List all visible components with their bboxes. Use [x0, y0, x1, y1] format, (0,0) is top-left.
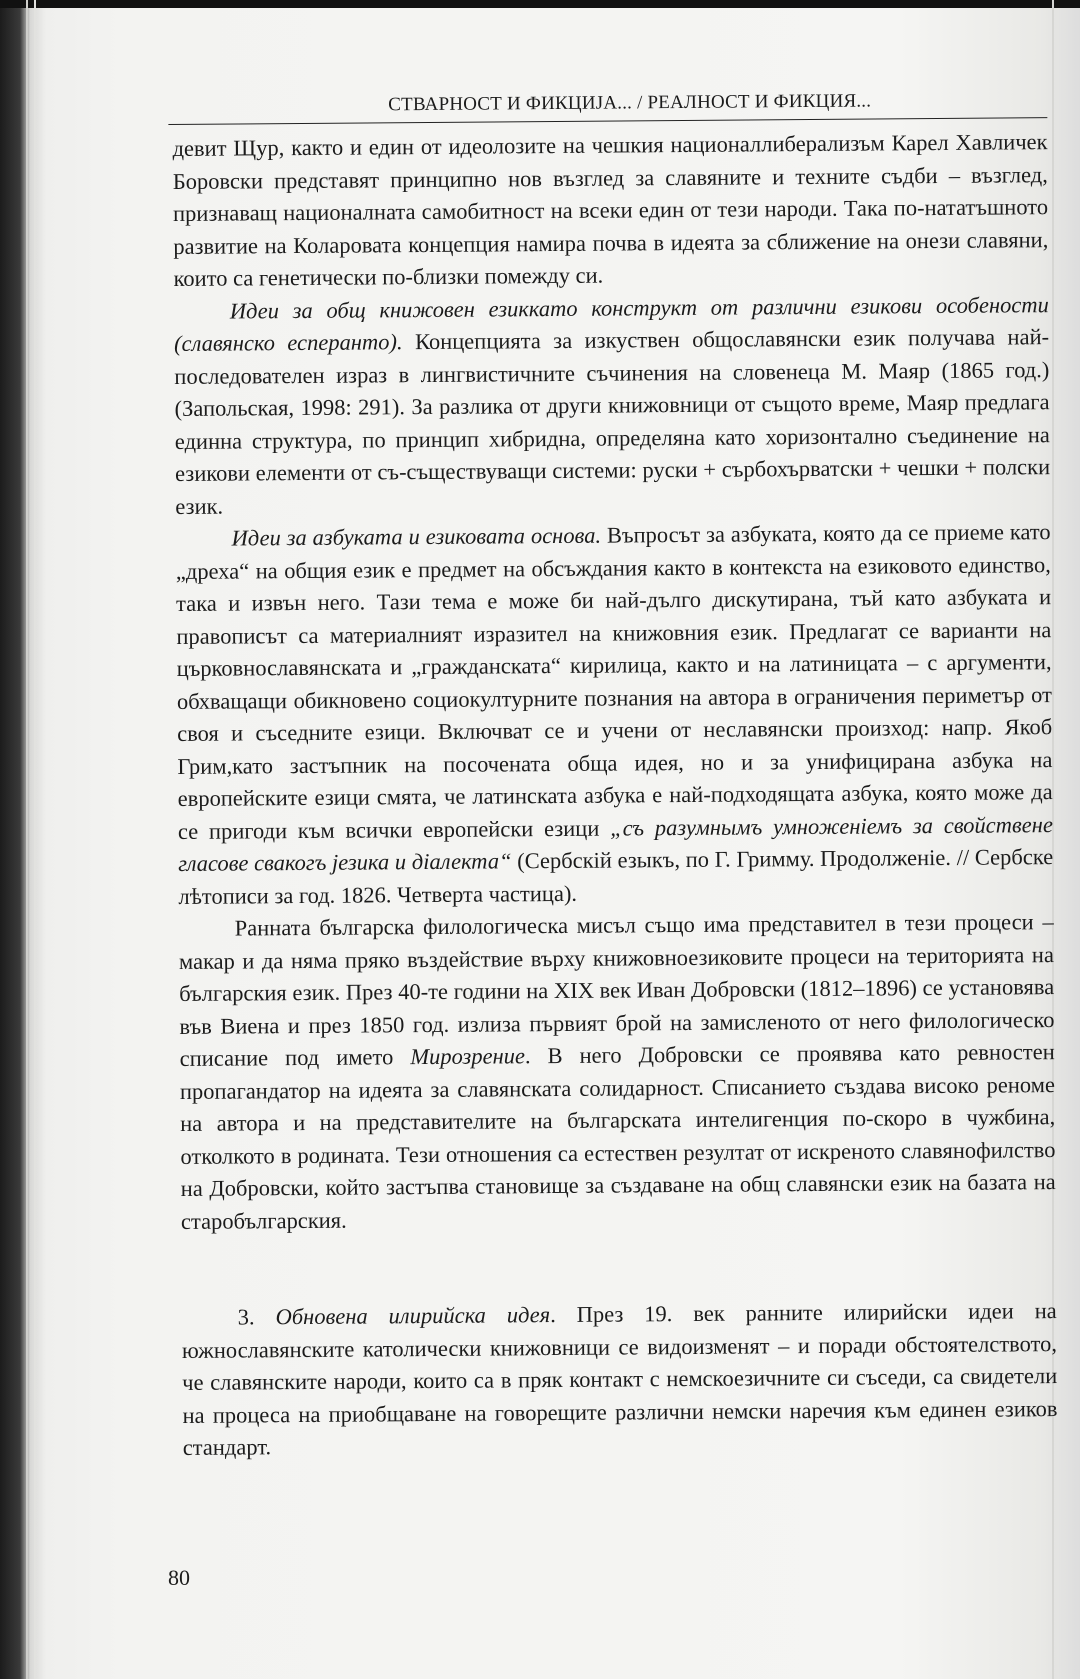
- quotation: „съ разумнымъ умноженiемъ за свойствене гласове свакогъ језика и дiалекта“: [178, 811, 1053, 876]
- paragraph: [175, 516, 1053, 913]
- body-text: [172, 126, 1057, 1464]
- book-page-edge: [26, 0, 28, 1679]
- section-spacer: [181, 1231, 1056, 1302]
- paragraph-text: Ранната българска филологическа мисъл също има представител в тези процеси – макар и да няма пряко въздействие върху книжовноезиковите процеси на територията на българския език. През 40-те години на XIX век Иван Добровски (1812–1896) се установява във Виена и през 1850 год. излиза първият брой на замисленото от него филологическо списание под името: [178, 909, 1055, 1071]
- section-heading-italic: Идеи за азбуката и езиковата основа.: [231, 522, 602, 551]
- section-heading-italic: Обновена илирийска идея: [275, 1302, 551, 1330]
- section-heading-italic: Идеи за общ книжовен езиккато конструкт от различни езикови особености (славянско есперанто).: [173, 291, 1049, 356]
- book-page: [172, 71, 1058, 1464]
- book-page-edge: [34, 0, 36, 1679]
- paragraph-text: Въпросът за азбуката, която да се приеме като „дреха“ на общия език е предмет на обсъждания както в контекста на езиковото единство, така и извън него. Тази тема е може би най-дълго дискутирана, тъй като азбуката и правописът са материалният изразител на книжовния език. Предлагат се варианти на църковнославянската и „гражданската“ кирилица, както и на латиницата – с аргументи, обхващащи обикновено социокултурните познания на автора в ограничения периметър от своя и съседните езици. Включват се и учени от неславянски произход: напр. Якоб Грим,като застъпник на посочената обща идея, но и за унифицирана азбука на европейските езици смята, че латинската азбука е най-подходящата азбука, която може да се пригоди към всички европейски езици: [175, 519, 1053, 844]
- section-number: 3.: [237, 1304, 276, 1330]
- scanner-top-edge: [0, 0, 1080, 8]
- paragraph-text: Концепцията за изкуствен общославянски език получава най-последователен израз в лингвистичните съчинения на словенеца М. Маяр (1865 год.) (Запольская, 1998: 291). За разлика от други книжовници от същото време, Маяр предлага единна структура, по принцип хибридна, определяна като хоризонтално съединение на езикови елементи от съ-съществуващи системи: руски + сърбохърватски + чешки + полски език.: [174, 324, 1051, 519]
- paragraph: [174, 289, 1051, 523]
- paragraph-text: . В него Добровски се проявява като ревностен пропагандатор на идеята за славянската солидарност. Списанието създава високо реноме на автора и на представителите на българската интелигенция по-скоро в чужбина, отколкото в родината. Тези отношения са естествен резултат от искреното славянофилство на Добровски, който застъпва становище за създаване на общ славянски език на базата на старобългарския.: [179, 1039, 1056, 1234]
- running-header: СТВАРНОСТ И ФИКЦИЈА... / РЕАЛНОСТ И ФИКЦИЯ...: [388, 90, 872, 116]
- paragraph-text: . През 19. век ранните илирийски идеи на южнославянските католически книжовници се видоизменят – и поради обстоятелството, че славянските народи, които са в пряк контакт с немскоезичните си съседи, са свидетели на процеса на приобщаване на говорещите различни немски наречия към единен езиков стандарт.: [181, 1298, 1058, 1460]
- paragraph-text: (Сербскiй езыкъ, по Г. Гримму. Продолженiе. // Сербске лѣтописи за год. 1826. Четверта частица).: [178, 844, 1054, 909]
- paragraph: [182, 1295, 1058, 1464]
- paragraph: девит Щур, както и един от идеолозите на чешкия националлиберализъм Карел Хавличек Боровски представят принципно нов възглед за славяните и техните съдби – възглед, признаващ националната самобитност на всеки един от тези народи. Така по-нататъшното развитие на Коларовата концепция намира почва в идеята за сближение на онези славяни, които са генетически по-близки помежду си.: [172, 129, 1049, 291]
- journal-title: Мирозрение: [410, 1043, 526, 1070]
- paragraph: [179, 906, 1057, 1238]
- page-number: 80: [168, 1565, 190, 1590]
